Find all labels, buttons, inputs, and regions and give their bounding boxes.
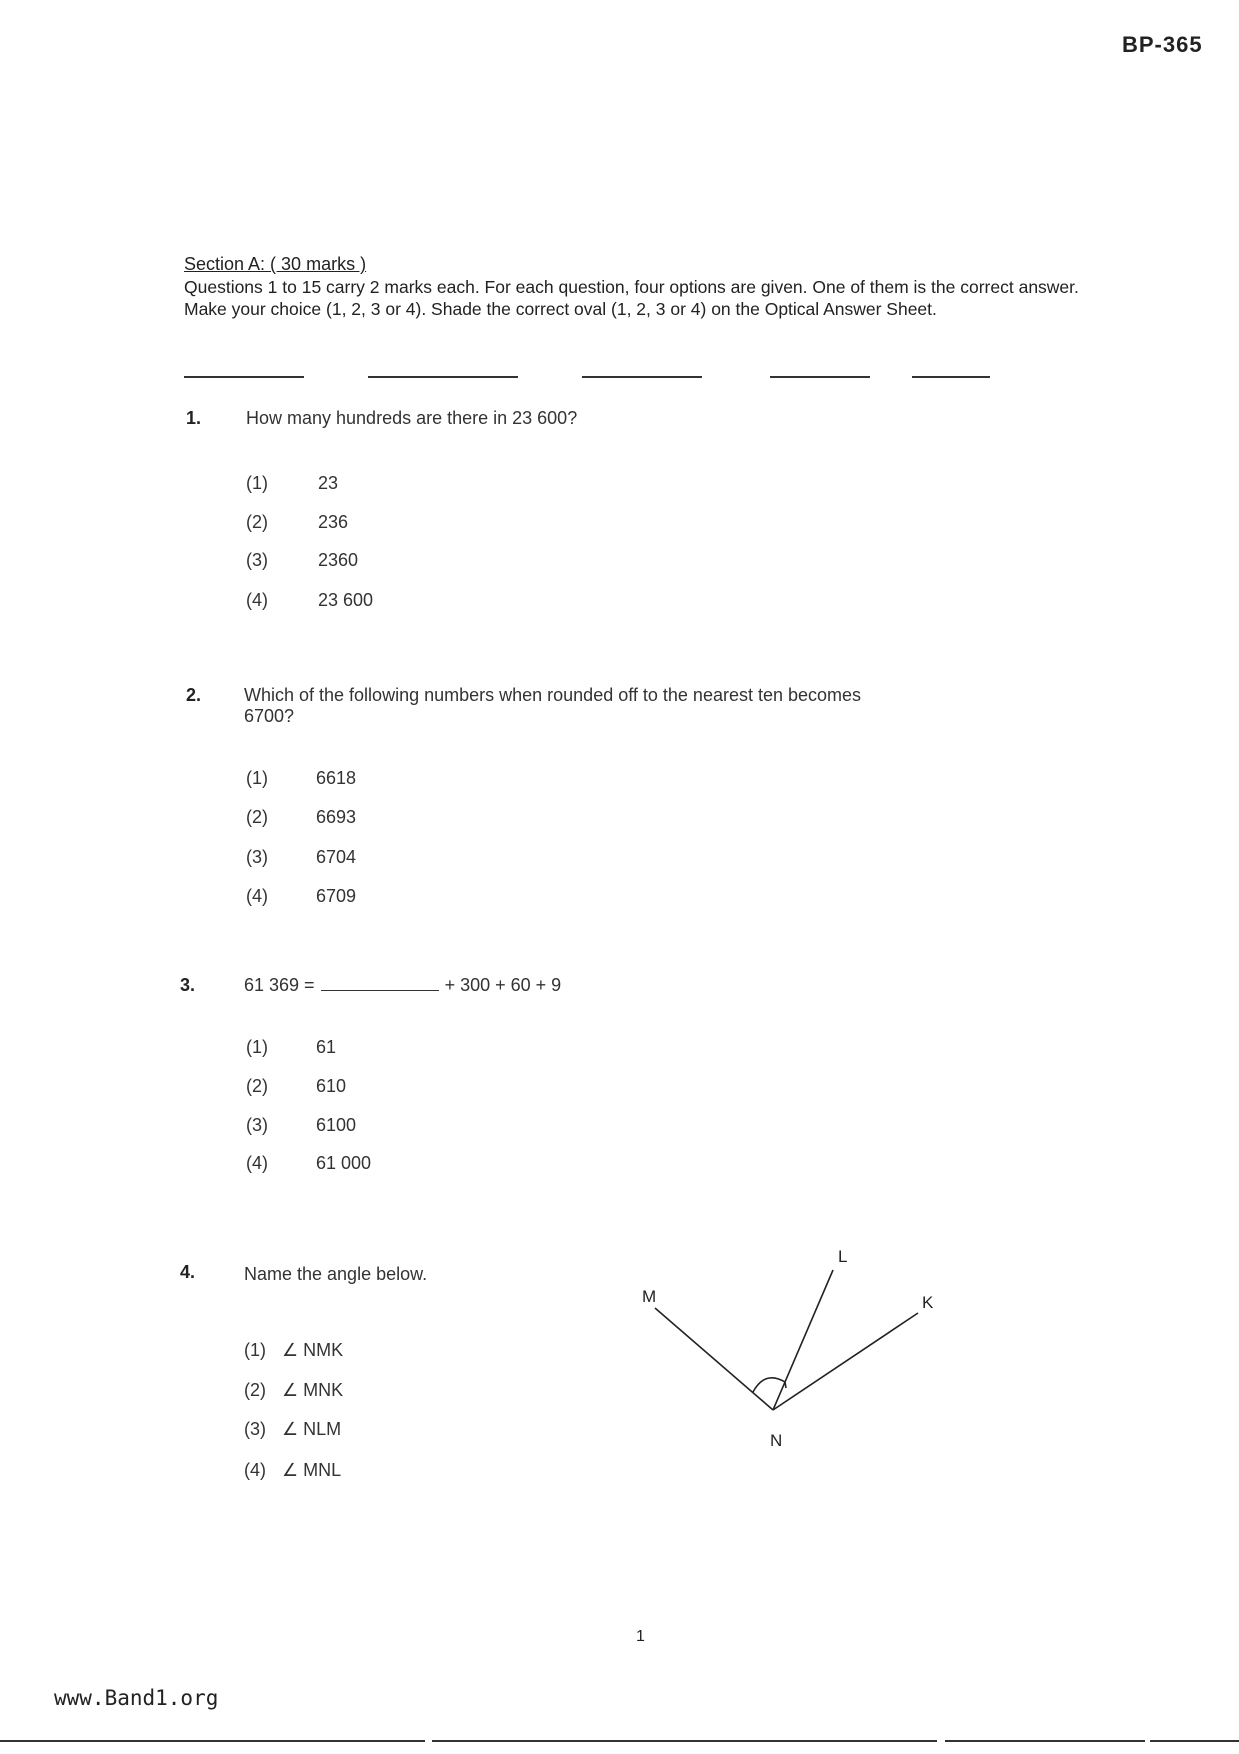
option-value: 61	[316, 1037, 337, 1057]
question-text: How many hundreds are there in 23 600?	[246, 408, 578, 428]
option-value: 610	[316, 1076, 347, 1096]
option-value: 236	[318, 512, 349, 532]
website-watermark: www.Band1.org	[54, 1686, 219, 1710]
option-value: 61 000	[316, 1153, 372, 1173]
option-value: ∠ MNL	[282, 1460, 342, 1480]
option-value: 2360	[318, 550, 359, 570]
option-value: ∠ NLM	[282, 1419, 342, 1439]
option-label: (2)	[246, 512, 268, 532]
label-k: K	[922, 1293, 934, 1312]
option-value: 6704	[316, 847, 357, 867]
section-title: Section A: ( 30 marks )	[184, 254, 367, 274]
label-n: N	[770, 1431, 783, 1450]
question-text	[244, 975, 561, 996]
option-label: (3)	[246, 847, 268, 867]
option-label: (4)	[246, 590, 268, 610]
option-label: (2)	[246, 1076, 268, 1096]
label-m: M	[642, 1287, 657, 1306]
question-expression-rest: + 300 + 60 + 9	[444, 975, 562, 995]
question-text: Which of the following numbers when rounded off to the nearest ten becomes	[244, 685, 862, 705]
question-text: Name the angle below.	[244, 1264, 428, 1284]
option-value: 6100	[316, 1115, 357, 1135]
ray-nm	[655, 1308, 773, 1410]
option-label: (4)	[244, 1460, 266, 1480]
option-value: 23 600	[318, 590, 374, 610]
option-label: (1)	[246, 1037, 268, 1057]
document-code: BP-365	[1122, 32, 1203, 57]
option-label: (3)	[246, 550, 268, 570]
option-label: (4)	[246, 886, 268, 906]
option-label: (3)	[246, 1115, 268, 1135]
option-label: (2)	[244, 1380, 266, 1400]
question-number: 4.	[180, 1262, 196, 1282]
ray-nk	[773, 1313, 918, 1410]
question-expression: 61 369 =	[244, 975, 315, 995]
page-number: 1	[636, 1628, 645, 1645]
option-label: (3)	[244, 1419, 266, 1439]
option-value: ∠ MNK	[282, 1380, 344, 1400]
question-text-continued: 6700?	[244, 706, 295, 726]
option-value: 6693	[316, 807, 357, 827]
option-value: 23	[318, 473, 339, 493]
option-label: (2)	[246, 807, 268, 827]
question-number: 3.	[180, 975, 196, 995]
answer-blank	[321, 990, 439, 991]
angle-diagram	[620, 1230, 980, 1460]
option-value: ∠ NMK	[282, 1340, 344, 1360]
label-l: L	[838, 1247, 848, 1266]
option-label: (1)	[244, 1340, 266, 1360]
option-value: 6709	[316, 886, 357, 906]
option-label: (1)	[246, 473, 268, 493]
question-number: 1.	[186, 408, 202, 428]
section-instructions: Questions 1 to 15 carry 2 marks each. For each question, four options are given. One of them is the correct answer. Make your choice (1, 2, 3 or 4). Shade the correct oval (1, 2, 3 or 4) on the Optical Answer Sheet.	[184, 277, 1079, 319]
option-label: (1)	[246, 768, 268, 788]
question-number: 2.	[186, 685, 202, 705]
option-value: 6618	[316, 768, 357, 788]
option-label: (4)	[246, 1153, 268, 1173]
